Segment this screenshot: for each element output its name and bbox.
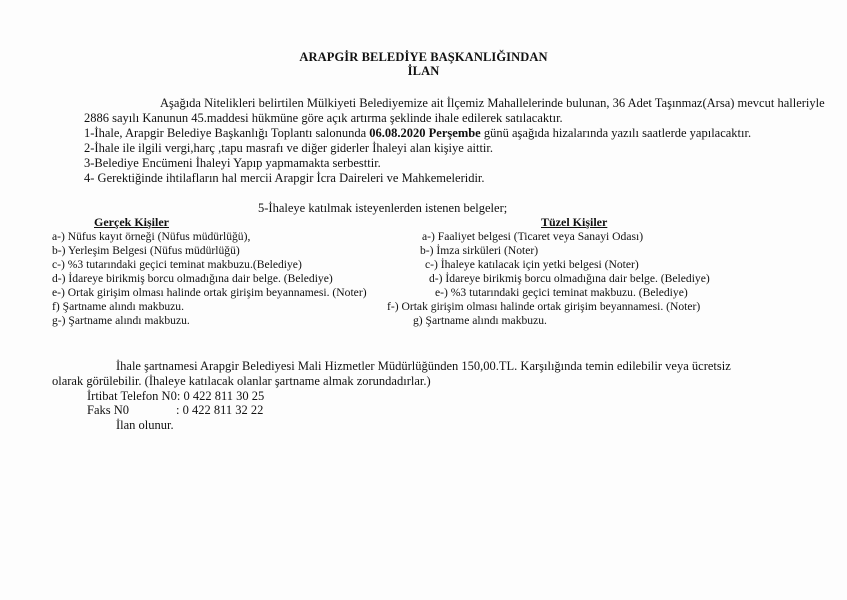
- intro-line-2: 2886 sayılı Kanunun 45.maddesi hükmüne göre açık artırma şeklinde ihale edilerek satılacaktır.: [84, 111, 563, 125]
- fax-value: : 0 422 811 32 22: [176, 403, 264, 417]
- tuzel-item-f: f-) Ortak girişim olması halinde ortak girişim beyannamesi. (Noter): [387, 300, 701, 313]
- gercek-item-f: f) Şartname alındı makbuzu.: [52, 300, 184, 313]
- gercek-heading: Gerçek Kişiler: [94, 215, 169, 229]
- gercek-item-c: c-) %3 tutarındaki geçici teminat makbuzu.(Belediye): [52, 258, 302, 271]
- tuzel-item-c: c-) İhaleye katılacak için yetki belgesi (Noter): [425, 258, 639, 271]
- item-1-suffix: günü aşağıda hizalarında yazılı saatlerde yapılacaktır.: [480, 126, 752, 140]
- closing-end: İlan olunur.: [116, 418, 174, 432]
- fax-label: Faks N0: [87, 403, 130, 417]
- tuzel-item-e: e-) %3 tutarındaki geçici teminat makbuzu. (Belediye): [435, 286, 688, 299]
- tuzel-item-b: b-) İmza sirküleri (Noter): [420, 244, 539, 257]
- closing-line-2: olarak görülebilir. (İhaleye katılacak olanlar şartname almak zorundadırlar.): [52, 374, 431, 388]
- page-title: ARAPGİR BELEDİYE BAŞKANLIĞINDAN: [299, 50, 548, 64]
- page-subtitle: İLAN: [407, 64, 440, 78]
- item-1: [84, 126, 751, 141]
- gercek-item-e: e-) Ortak girişim olması halinde ortak girişim beyannamesi. (Noter): [52, 286, 367, 299]
- tuzel-heading: Tüzel Kişiler: [541, 215, 608, 229]
- tuzel-item-g: g) Şartname alındı makbuzu.: [413, 314, 547, 327]
- phone-value: 0 422 811 30 25: [183, 389, 265, 403]
- item-5: 5-İhaleye katılmak isteyenlerden istenen belgeler;: [258, 201, 508, 215]
- tuzel-item-d: d-) İdareye birikmiş borcu olmadığına dair belge. (Belediye): [429, 272, 710, 285]
- item-3: 3-Belediye Encümeni İhaleyi Yapıp yapmamakta serbesttir.: [84, 156, 381, 170]
- gercek-item-b: b-) Yerleşim Belgesi (Nüfus müdürlüğü): [52, 244, 240, 257]
- tuzel-item-a: a-) Faaliyet belgesi (Ticaret veya Sanayi Odası): [422, 230, 644, 243]
- phone-label: İrtibat Telefon N0:: [87, 389, 184, 403]
- closing-line-1: İhale şartnamesi Arapgir Belediyesi Mali Hizmetler Müdürlüğünden 150,00.TL. Karşılığında temin edilebilir veya ücretsiz: [116, 359, 731, 373]
- item-2: 2-İhale ile ilgili vergi,harç ,tapu masrafı ve diğer giderler İhaleyi alan kişiye aittir.: [84, 141, 493, 155]
- intro-line-1: Aşağıda Nitelikleri belirtilen Mülkiyeti Belediyemize ait İlçemiz Mahallelerinde bulunan, 36 Adet Taşınmaz(Arsa) mevcut halleriyle: [160, 96, 825, 110]
- item-1-prefix: 1-İhale, Arapgir Belediye Başkanlığı Toplantı salonunda: [84, 126, 370, 140]
- gercek-item-a: a-) Nüfus kayıt örneği (Nüfus müdürlüğü),: [52, 230, 251, 243]
- item-1-date: 06.08.2020 Perşembe: [369, 126, 481, 140]
- gercek-item-g: g-) Şartname alındı makbuzu.: [52, 314, 190, 327]
- gercek-item-d: d-) İdareye birikmiş borcu olmadığına dair belge. (Belediye): [52, 272, 333, 285]
- phone-row: [87, 389, 264, 404]
- item-4: 4- Gerektiğinde ihtilafların hal mercii Arapgir İcra Daireleri ve Mahkemeleridir.: [84, 171, 485, 185]
